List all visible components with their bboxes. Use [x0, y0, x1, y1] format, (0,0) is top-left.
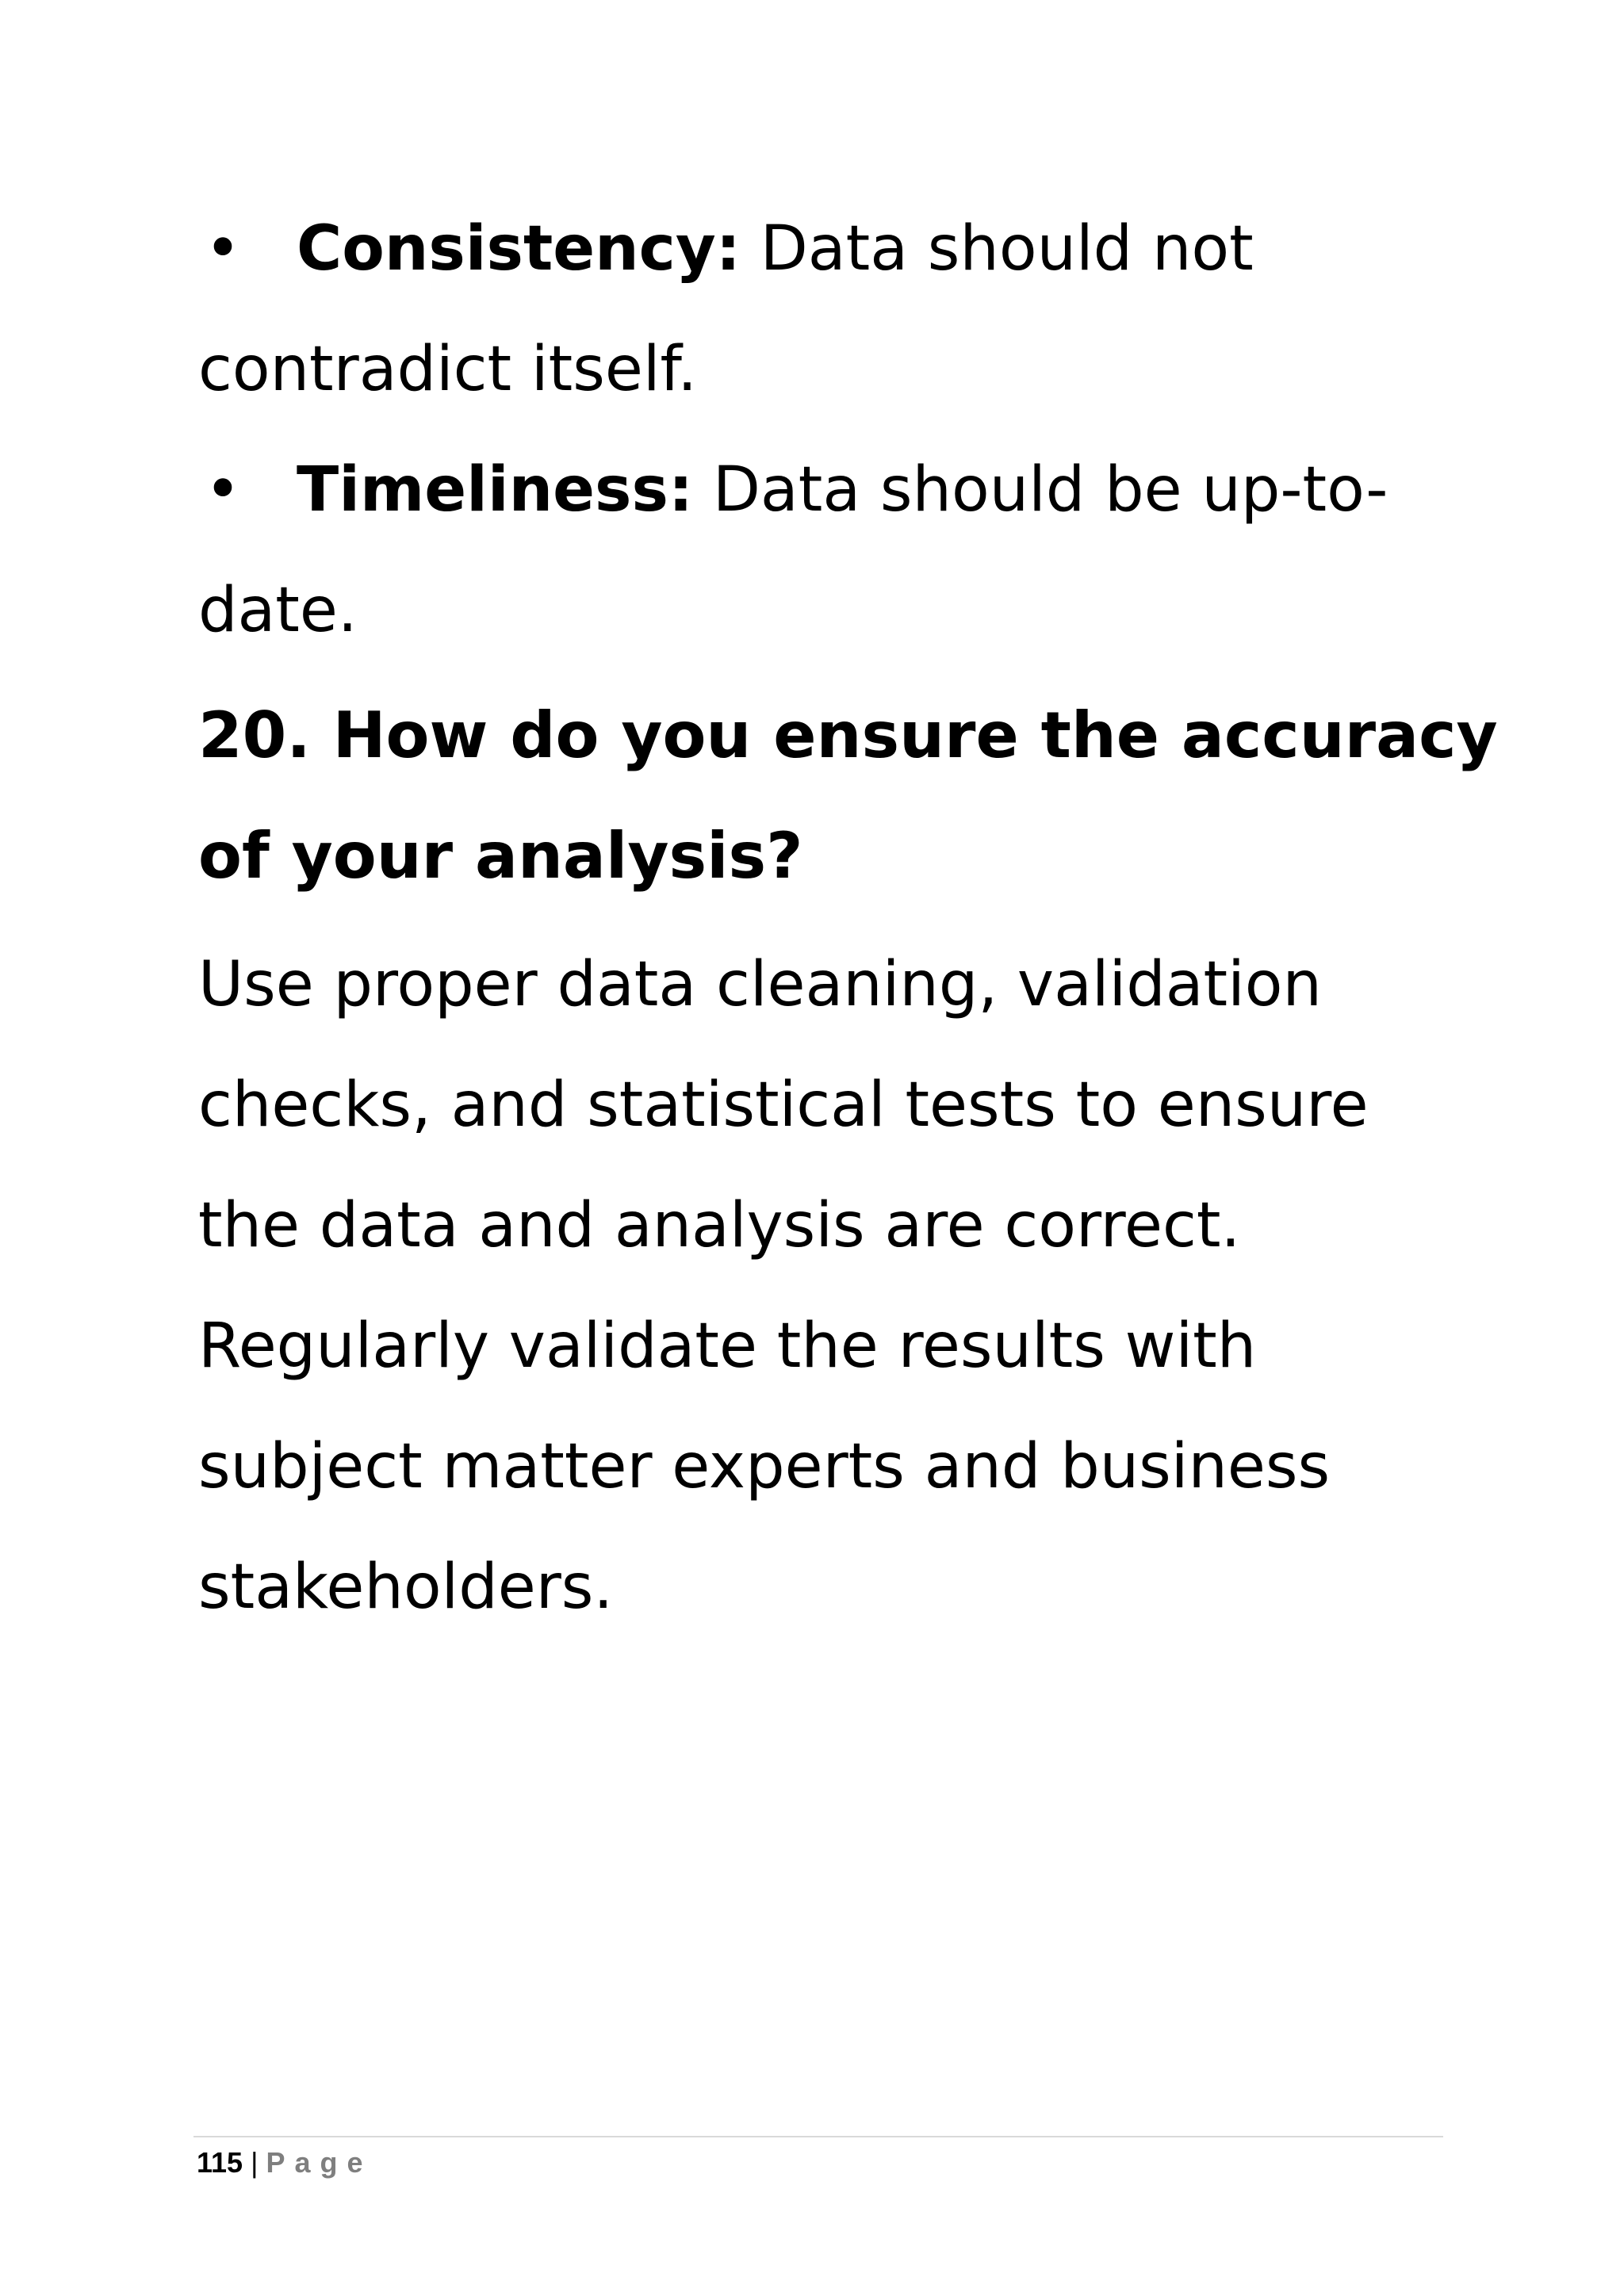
- answer-line: stakeholders.: [198, 1552, 614, 1623]
- page-content: [198, 189, 1498, 1647]
- question-heading-line: of your analysis?: [198, 819, 803, 893]
- answer-line: subject matter experts and business: [198, 1431, 1331, 1502]
- answer-line: the data and analysis are correct.: [198, 1190, 1241, 1261]
- bullet-item-timeliness: [198, 430, 1435, 671]
- bullet-text: Data should not: [740, 213, 1254, 285]
- bullet-first-line: [198, 430, 1435, 550]
- answer-line: Use proper data cleaning, validation: [198, 949, 1322, 1020]
- answer-paragraph: [198, 924, 1435, 1647]
- bullet-first-line: [198, 189, 1435, 309]
- page-number: 115: [197, 2146, 243, 2179]
- question-heading-line: 20. How do you ensure the accuracy: [198, 698, 1498, 772]
- question-heading: [198, 675, 1498, 916]
- bullet-item-consistency: [198, 189, 1435, 430]
- bullet-term: Timeliness:: [297, 454, 694, 526]
- footer-divider: [193, 2136, 1443, 2137]
- answer-line: checks, and statistical tests to ensure: [198, 1070, 1369, 1141]
- page-label: Page: [266, 2146, 373, 2179]
- bullet-icon: •: [205, 454, 242, 526]
- bullet-text: Data should be up-to-: [693, 454, 1388, 526]
- bullet-continuation: contradict itself.: [198, 334, 698, 405]
- bullet-icon: •: [205, 213, 242, 285]
- answer-line: Regularly validate the results with: [198, 1311, 1257, 1382]
- footer-separator: |: [251, 2146, 259, 2179]
- bullet-continuation: date.: [198, 575, 358, 646]
- bullet-term: Consistency:: [297, 213, 741, 285]
- page-footer: [197, 2142, 372, 2183]
